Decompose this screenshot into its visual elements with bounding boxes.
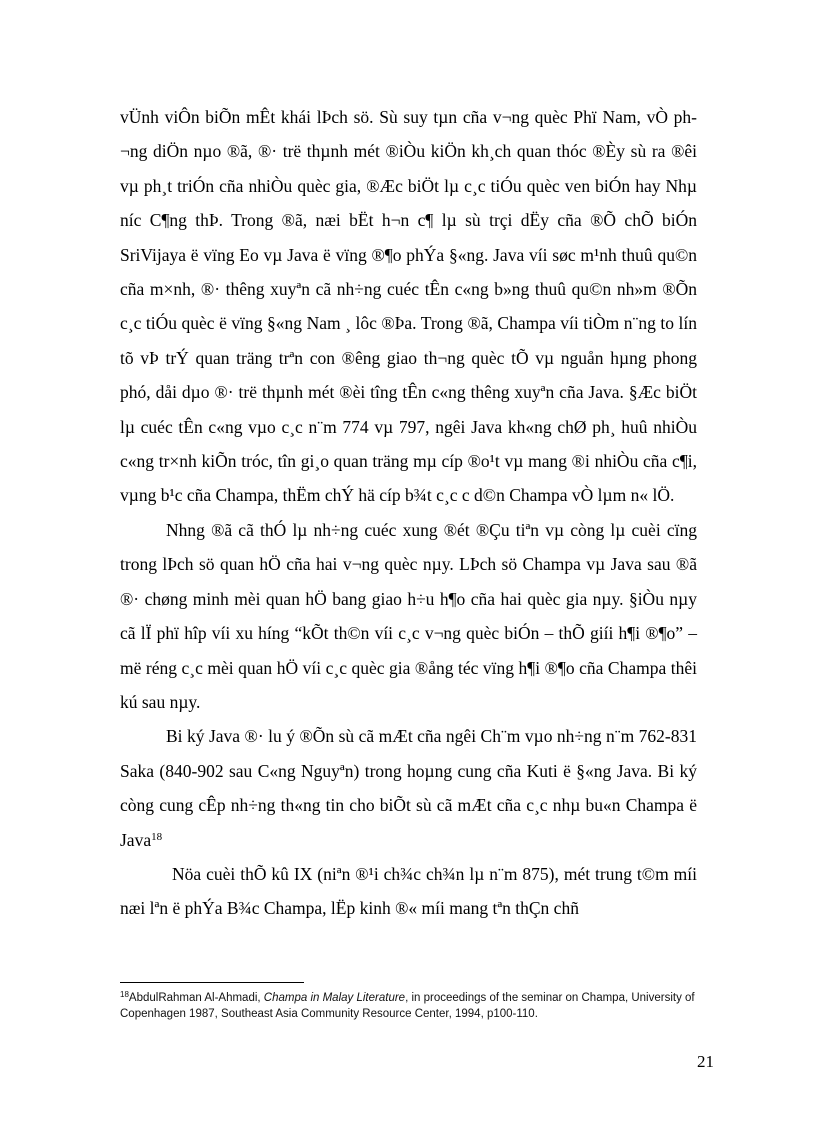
paragraph-1: vÜnh viÔn biÕn mÊt khái lÞch sö. Sù suy tµn cña v¬ng quèc Phï Nam, vÒ ph¬ng diÖn nµo ®ã, ®· trë thµnh mét ®iÒu kiÖn kh¸ch quan thóc ®Èy sù ra ®êi vµ ph¸t triÓn cña nhiÒu quèc gia, ®Æc biÖt lµ c¸c tiÓu quèc ven biÓn hay Nhµ níc C¶ng thÞ. Trong ®ã, næi bËt h¬n c¶ lµ sù trçi dËy cña ®Õ chÕ biÓn SriVijaya ë vïng Eo vµ Java ë vïng ®¶o phÝa §«ng. Java víi søc m¹nh thuû qu©n cña m×nh, ®· thêng xuyªn cã nh÷ng cuéc tÊn c«ng b»ng thuû qu©n nh»m ®Õn c¸c tiÓu quèc ë vïng §«ng Nam ¸ lôc ®Þa. Trong ®ã, Champa víi tiÒm n¨ng to lín tõ vÞ trÝ quan träng trªn con ®êng giao th¬ng quèc tÕ vµ nguån hµng phong phó, dåi dµo ®· trë thµnh mét ®èi tîng tÊn c«ng thêng xuyªn cña Java. §Æc biÖt lµ cuéc tÊn c«ng vµo c¸c n¨m 774 vµ 797, ngêi Java kh«ng chØ ph¸ huû nhiÒu c«ng tr×nh kiÕn tróc, tîn gi¸o quan träng mµ cíp ®o¹t vµ mang ®i nhiÒu cña c¶i, vµng b¹c cña Champa, thËm chÝ hä cíp b¾t c¸c c d©n Champa vÒ lµm n« lÖ. — [120, 107, 697, 506]
page-number: 21 — [697, 1052, 714, 1071]
body-text — [120, 100, 697, 926]
footnote-author: AbdulRahman Al-Ahmadi, — [128, 992, 261, 1004]
footnote-reference: 18 — [151, 830, 163, 843]
footnote — [120, 990, 700, 1022]
footnote-separator — [120, 982, 304, 983]
paragraph-2: Nhng ®ã cã thÓ lµ nh÷ng cuéc xung ®ét ®Çu tiªn vµ còng lµ cuèi cïng trong lÞch sö quan hÖ cña hai v¬ng quèc nµy. LÞch sö Champa vµ Java sau ®ã ®· chøng minh mèi quan hÖ bang giao h÷u h¶o cña hai quèc gia nµy. §iÒu nµy cã lÏ phï hîp víi xu híng “kÕt th©n víi c¸c v¬ng quèc biÓn – thÕ giíi h¶i ®¶o” – më réng c¸c mèi quan hÖ víi c¸c quèc gia ®ång téc vïng h¶i ®¶o cña Champa thêi kú sau nµy. — [120, 519, 697, 712]
footnote-title: Champa in Malay Literature — [263, 992, 406, 1004]
paragraph-3 — [120, 719, 697, 857]
paragraph-4: Nöa cuèi thÕ kû IX (niªn ®¹i ch¾c ch¾n lµ n¨m 875), mét trung t©m míi næi lªn ë phÝa B¾c Champa, lËp kinh ®« míi mang tªn thÇn chñ — [120, 863, 697, 919]
paragraph-3-text: Bi ký Java ®· lu ý ®Õn sù cã mÆt cña ngêi Ch¨m vµo nh÷ng n¨m 762-831 Saka (840-902 sau C«ng Nguyªn) trong hoµng cung cña Kuti ë §«ng Java. Bi ký còng cung cÊp nh÷ng th«ng tin cho biÕt sù cã mÆt cña c¸c nhµ bu«n Champa ë Java — [120, 726, 697, 850]
footnote-rest: , in proceedings of the seminar on Champa, University of Copenhagen 1987, Southeast Asia Community Resource Center, 1994, p100-110. — [120, 992, 695, 1020]
footnote-number: 18 — [120, 990, 129, 999]
